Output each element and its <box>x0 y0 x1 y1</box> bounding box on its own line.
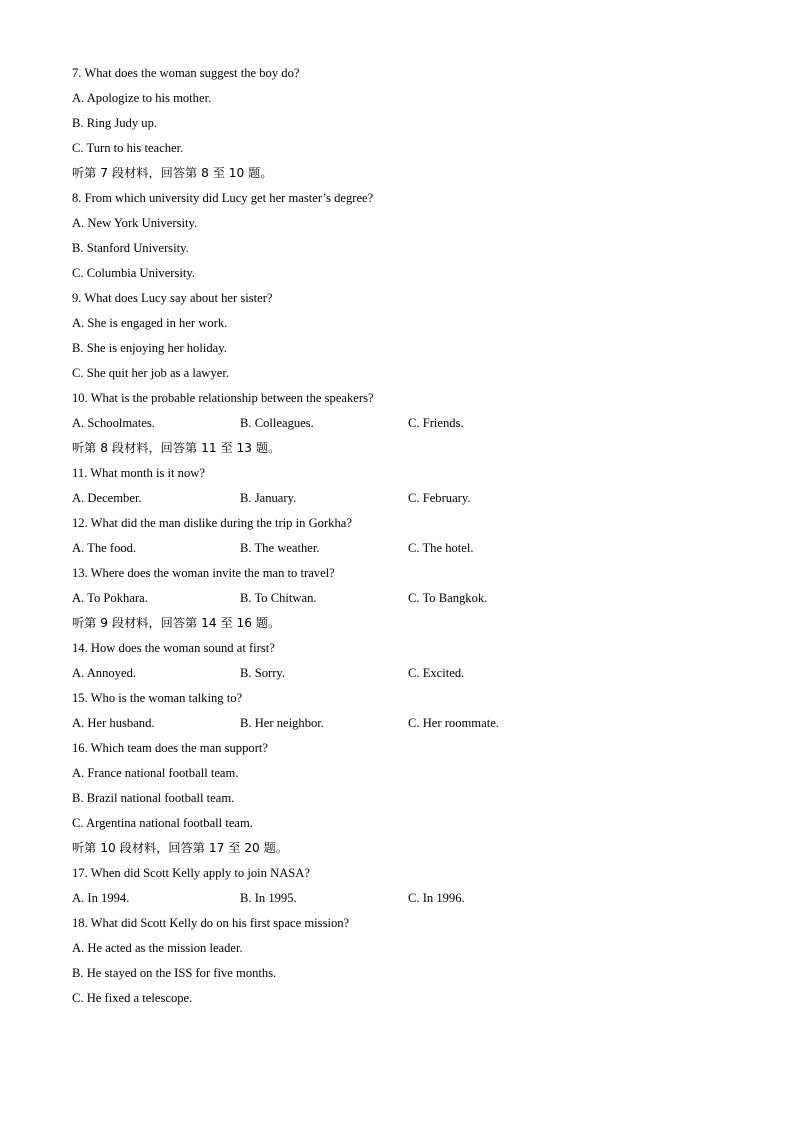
question-text: 11. What month is it now? <box>72 466 205 480</box>
answer-option: C. Argentina national football team. <box>72 816 253 830</box>
answer-option: B. Stanford University. <box>72 241 189 255</box>
answer-option: C. Columbia University. <box>72 266 196 280</box>
answer-option-line <box>72 761 722 786</box>
option-row <box>72 486 722 511</box>
answer-option: B. In 1995. <box>240 891 297 905</box>
question-text: 10. What is the probable relationship between the speakers? <box>72 391 374 405</box>
answer-option: B. The weather. <box>240 541 320 555</box>
answer-option: A. Apologize to his mother. <box>72 91 212 105</box>
answer-option: C. To Bangkok. <box>408 591 488 605</box>
answer-option: A. The food. <box>72 541 137 555</box>
answer-option-line <box>72 336 722 361</box>
option-row <box>72 536 722 561</box>
question-text: 15. Who is the woman talking to? <box>72 691 243 705</box>
question <box>72 736 722 761</box>
answer-option: C. February. <box>408 491 471 505</box>
answer-option-line <box>72 211 722 236</box>
answer-option-line <box>72 311 722 336</box>
answer-option: C. Friends. <box>408 416 464 430</box>
answer-option: A. December. <box>72 491 142 505</box>
question <box>72 911 722 936</box>
section-instruction <box>72 161 722 186</box>
section-instruction <box>72 611 722 636</box>
question <box>72 461 722 486</box>
section-instruction-text: 听第 9 段材料，回答第 14 至 16 题。 <box>72 616 281 630</box>
section-instruction-text: 听第 8 段材料，回答第 11 至 13 题。 <box>72 441 281 455</box>
answer-option: A. To Pokhara. <box>72 591 148 605</box>
answer-option: C. He fixed a telescope. <box>72 991 193 1005</box>
question <box>72 511 722 536</box>
answer-option: B. Sorry. <box>240 666 286 680</box>
question <box>72 386 722 411</box>
answer-option: C. Her roommate. <box>408 716 499 730</box>
answer-option: B. She is enjoying her holiday. <box>72 341 227 355</box>
answer-option: B. He stayed on the ISS for five months. <box>72 966 277 980</box>
answer-option-line <box>72 986 722 1011</box>
answer-option-line <box>72 361 722 386</box>
answer-option-line <box>72 961 722 986</box>
section-instruction-text: 听第 7 段材料，回答第 8 至 10 题。 <box>72 166 273 180</box>
answer-option: A. Schoolmates. <box>72 416 155 430</box>
answer-option-line <box>72 111 722 136</box>
question-text: 18. What did Scott Kelly do on his first space mission? <box>72 916 350 930</box>
answer-option: A. He acted as the mission leader. <box>72 941 243 955</box>
question-text: 17. When did Scott Kelly apply to join NASA? <box>72 866 310 880</box>
question-text: 9. What does Lucy say about her sister? <box>72 291 273 305</box>
question-text: 7. What does the woman suggest the boy do? <box>72 66 300 80</box>
question <box>72 861 722 886</box>
answer-option-line <box>72 86 722 111</box>
answer-option: C. The hotel. <box>408 541 474 555</box>
answer-option: A. Her husband. <box>72 716 155 730</box>
option-row <box>72 661 722 686</box>
answer-option: B. Brazil national football team. <box>72 791 235 805</box>
answer-option: C. Turn to his teacher. <box>72 141 184 155</box>
answer-option-line <box>72 136 722 161</box>
answer-option: A. France national football team. <box>72 766 239 780</box>
answer-option-line <box>72 786 722 811</box>
answer-option: A. New York University. <box>72 216 198 230</box>
answer-option: B. To Chitwan. <box>240 591 317 605</box>
answer-option-line <box>72 936 722 961</box>
answer-option: B. Ring Judy up. <box>72 116 158 130</box>
question-text: 13. Where does the woman invite the man to travel? <box>72 566 335 580</box>
answer-option: B. Her neighbor. <box>240 716 324 730</box>
option-row <box>72 886 722 911</box>
question <box>72 636 722 661</box>
question-text: 8. From which university did Lucy get her master’s degree? <box>72 191 374 205</box>
answer-option: C. Excited. <box>408 666 465 680</box>
question <box>72 61 722 86</box>
option-row <box>72 586 722 611</box>
answer-option: B. January. <box>240 491 297 505</box>
answer-option: A. Annoyed. <box>72 666 137 680</box>
answer-option-line <box>72 811 722 836</box>
answer-option: A. She is engaged in her work. <box>72 316 228 330</box>
question <box>72 561 722 586</box>
question-text: 14. How does the woman sound at first? <box>72 641 275 655</box>
section-instruction <box>72 836 722 861</box>
option-row <box>72 411 722 436</box>
option-row <box>72 711 722 736</box>
answer-option-line <box>72 261 722 286</box>
section-instruction-text: 听第 10 段材料，回答第 17 至 20 题。 <box>72 841 289 855</box>
question <box>72 286 722 311</box>
answer-option: A. In 1994. <box>72 891 130 905</box>
question-text: 12. What did the man dislike during the trip in Gorkha? <box>72 516 352 530</box>
answer-option: C. In 1996. <box>408 891 465 905</box>
answer-option: B. Colleagues. <box>240 416 314 430</box>
answer-option: C. She quit her job as a lawyer. <box>72 366 230 380</box>
question <box>72 686 722 711</box>
answer-option-line <box>72 236 722 261</box>
document-page <box>72 61 722 1011</box>
question <box>72 186 722 211</box>
question-text: 16. Which team does the man support? <box>72 741 268 755</box>
section-instruction <box>72 436 722 461</box>
